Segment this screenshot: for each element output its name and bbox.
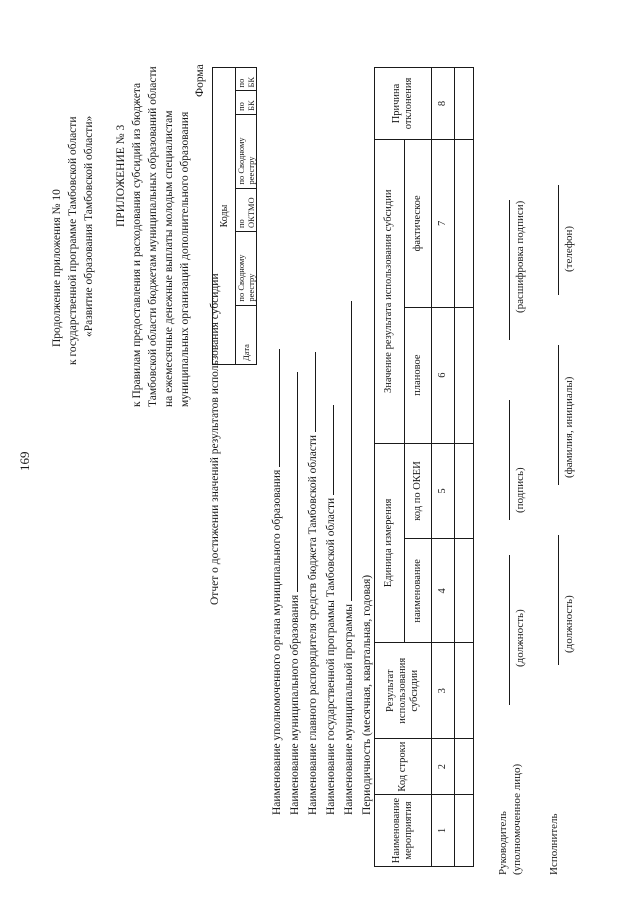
- table-cell-empty[interactable]: [455, 539, 474, 643]
- col-unit: Единица измерения: [375, 443, 405, 643]
- page-number: 169: [17, 451, 32, 471]
- signature-decoding-line[interactable]: [509, 200, 510, 340]
- col-value-fact: фактическое: [404, 139, 431, 307]
- table-num-7: 7: [432, 139, 455, 307]
- field-authorized-body: [272, 349, 284, 815]
- field-state-program-line[interactable]: [333, 405, 334, 495]
- codes-header: Коды: [213, 68, 236, 365]
- form-label: Форма: [194, 64, 206, 97]
- signature-position-caption: (должность): [514, 609, 526, 667]
- col-value: Значение результата использования субсидии: [375, 139, 405, 443]
- col-reason: Причина отклонения: [375, 68, 432, 140]
- field-chief-manager: [308, 352, 320, 815]
- field-municipality-label: Наименование муниципального образования: [289, 594, 301, 815]
- table-num-4: 4: [432, 539, 455, 643]
- executor-name-line[interactable]: [558, 345, 559, 485]
- codes-row-oktmo: по ОКТМО: [236, 188, 257, 231]
- executor-position-caption: (должность): [563, 595, 575, 653]
- table-num-6: 6: [432, 307, 455, 443]
- appendix-line-3: на ежемесячные денежные выплаты молодым специалистам: [163, 110, 175, 407]
- appendix-line-1: к Правилам предоставления и расходования субсидий из бюджета: [131, 82, 143, 407]
- signature-sign-caption: (подпись): [514, 467, 526, 513]
- field-state-program: [326, 405, 338, 815]
- table-cell-empty[interactable]: [455, 307, 474, 443]
- table-num-3: 3: [432, 643, 455, 739]
- signature-decoding-caption: (расшифровка подписи): [514, 200, 526, 313]
- col-unit-name: наименование: [404, 539, 431, 643]
- appendix-line-2: Тамбовской области бюджетам муниципальных образований области: [147, 66, 159, 407]
- codes-row-bk-2: по БК: [236, 68, 257, 91]
- field-municipal-program-label: Наименование муниципальной программы: [343, 604, 355, 815]
- field-municipal-program: [344, 301, 356, 815]
- table-row-numbers: [432, 68, 455, 867]
- col-row-code: Код строки: [375, 739, 432, 795]
- header-continuation: Продолжение приложения № 10: [51, 189, 63, 347]
- appendix-title: ПРИЛОЖЕНИЕ № 3: [115, 124, 127, 227]
- table-cell-empty[interactable]: [455, 139, 474, 307]
- table-row-empty: [455, 68, 474, 867]
- field-state-program-label: Наименование государственной программы Тамбовской области: [325, 497, 337, 815]
- signature-head-label: Руководитель: [497, 811, 509, 875]
- codes-row-registry-1: по Сводному реестру: [236, 232, 257, 306]
- report-title: Отчет о достижении значений результатов использования субсидии: [209, 273, 221, 605]
- table-num-2: 2: [432, 739, 455, 795]
- field-chief-manager-line[interactable]: [315, 352, 316, 432]
- field-chief-manager-label: Наименование главного распорядителя средств бюджета Тамбовской области: [307, 434, 319, 815]
- signature-head-sublabel: (уполномоченное лицо): [511, 763, 523, 875]
- executor-phone-caption: (телефон): [563, 225, 575, 272]
- table-cell-empty[interactable]: [455, 795, 474, 867]
- table-num-8: 8: [432, 68, 455, 140]
- codes-row-bk-1: по БК: [236, 91, 257, 114]
- executor-label: Исполнитель: [548, 813, 560, 875]
- field-municipality: [290, 372, 302, 815]
- signature-sign-line[interactable]: [509, 400, 510, 520]
- table-cell-empty[interactable]: [455, 443, 474, 539]
- signature-position-line[interactable]: [509, 555, 510, 705]
- header-program-name: «Развитие образования Тамбовской области»: [83, 115, 95, 337]
- field-municipal-program-line[interactable]: [351, 301, 352, 601]
- header-program: к государственной программе Тамбовской области: [67, 116, 79, 365]
- field-municipality-line[interactable]: [297, 372, 298, 592]
- field-periodicity: Периодичность (месячная, квартальная, годовая): [361, 574, 373, 815]
- table-num-1: 1: [432, 795, 455, 867]
- codes-row-date: Дата: [236, 305, 257, 364]
- table-cell-empty[interactable]: [455, 68, 474, 140]
- executor-phone-line[interactable]: [558, 185, 559, 295]
- executor-name-caption: (фамилия, инициалы): [563, 376, 575, 478]
- table-num-5: 5: [432, 443, 455, 539]
- codes-row-registry-2: по Сводному реестру: [236, 114, 257, 188]
- table-cell-empty[interactable]: [455, 739, 474, 795]
- field-authorized-body-line[interactable]: [279, 349, 280, 467]
- col-unit-code: код по ОКЕИ: [404, 443, 431, 539]
- col-value-plan: плановое: [404, 307, 431, 443]
- codes-table: [212, 67, 257, 365]
- table-cell-empty[interactable]: [455, 643, 474, 739]
- results-table: [374, 67, 474, 867]
- field-authorized-body-label: Наименование уполномоченного органа муниципального образования: [271, 469, 283, 815]
- col-event-name: Наименование мероприятия: [375, 795, 432, 867]
- executor-position-line[interactable]: [558, 535, 559, 665]
- col-result: Результат использования субсидии: [375, 643, 432, 739]
- appendix-line-4: муниципальных организаций дополнительного образования: [179, 111, 191, 407]
